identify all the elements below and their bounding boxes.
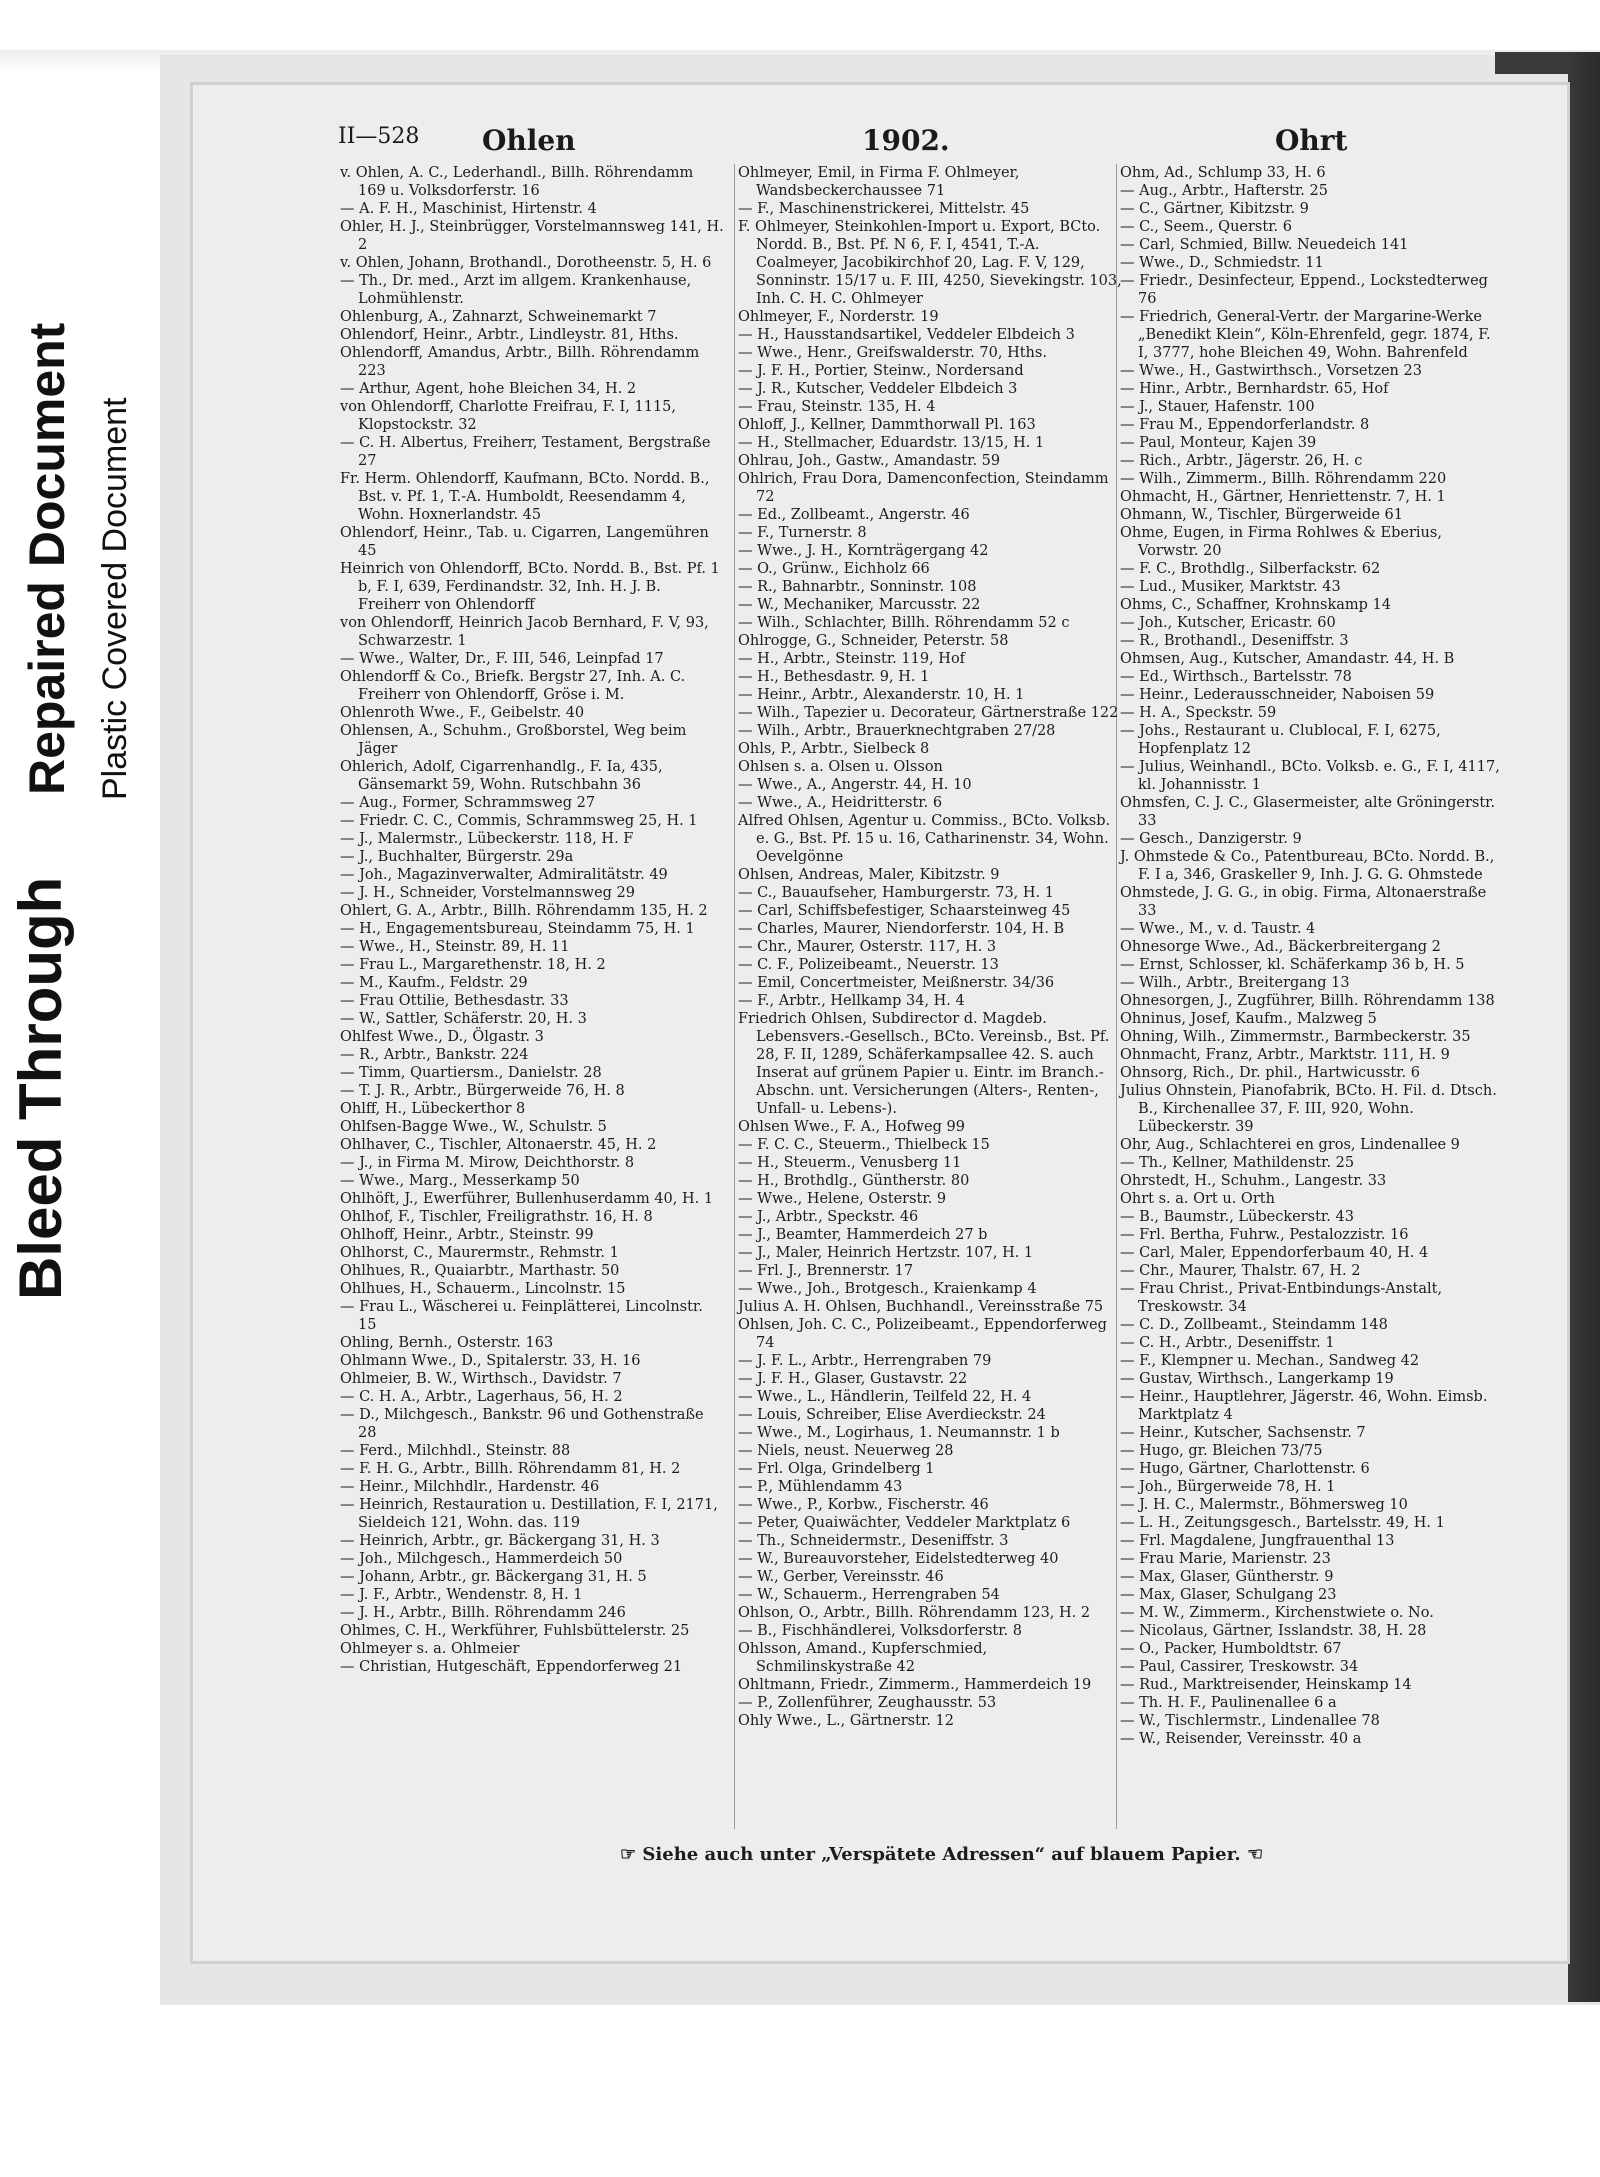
directory-entry: — Wwe., J. H., Kornträgergang 42 [738,543,989,559]
directory-entry: — Joh., Magazinverwalter, Admiralitätstr. 49 [340,867,668,883]
directory-entry: — Lud., Musiker, Marktstr. 43 [1120,579,1341,595]
directory-entry: Ohlsen, Joh. C. C., Polizeibeamt., Eppendorferweg 74 [738,1317,1107,1351]
directory-entry: Ohlmeyer, F., Norderstr. 19 [738,309,939,325]
directory-entry: — F. H. G., Arbtr., Billh. Röhrendamm 81, H. 2 [340,1461,681,1477]
directory-entry: — H. A., Speckstr. 59 [1120,705,1277,721]
directory-entry: — Frl. Bertha, Fuhrw., Pestalozzistr. 16 [1120,1227,1409,1243]
directory-entry: — Wilh., Arbtr., Breitergang 13 [1120,975,1350,991]
directory-entry: Ohnsorg, Rich., Dr. phil., Hartwicusstr. 6 [1120,1065,1420,1081]
directory-entry: — P., Mühlendamm 43 [738,1479,903,1495]
directory-entry: — Timm, Quartiersm., Danielstr. 28 [340,1065,602,1081]
directory-entry: Ohlenroth Wwe., F., Geibelstr. 40 [340,705,585,721]
directory-entry: — J. F. L., Arbtr., Herrengraben 79 [738,1353,992,1369]
directory-entry: Ohlmeyer, Emil, in Firma F. Ohlmeyer, Wandsbeckerchaussee 71 [738,165,1020,199]
directory-entry: Fr. Herm. Ohlendorff, Kaufmann, BCto. Nordd. B., Bst. v. Pf. 1, T.-A. Humboldt, Reesendamm 4, Wohn. Hoxnerlandstr. 45 [340,471,710,523]
directory-entry: — J., Buchhalter, Bürgerstr. 29a [340,849,574,865]
directory-entry: — Frau Christ., Privat-Entbindungs-Anstalt, Treskowstr. 34 [1120,1281,1443,1315]
directory-entry: — Wilh., Arbtr., Brauerknechtgraben 27/28 [738,723,1056,739]
directory-entry: — Heinr., Hauptlehrer, Jägerstr. 46, Wohn. Eimsb. Marktplatz 4 [1120,1389,1488,1423]
directory-entry: — P., Zollenführer, Zeughausstr. 53 [738,1695,997,1711]
directory-entry: — W., Schauerm., Herrengraben 54 [738,1587,1000,1603]
directory-entry: Ohlendorff & Co., Briefk. Bergstr 27, Inh. A. C. Freiherr von Ohlendorff, Gröse i. M. [340,669,686,703]
directory-entry: — Aug., Former, Schrammsweg 27 [340,795,596,811]
directory-entry: — Max, Glaser, Schulgang 23 [1120,1587,1337,1603]
directory-entry: — Gesch., Danzigerstr. 9 [1120,831,1302,847]
directory-entry: — J. H. C., Malermstr., Böhmersweg 10 [1120,1497,1408,1513]
directory-entry: Ohlff, H., Lübeckerthor 8 [340,1101,526,1117]
directory-entry: Ohlhoff, Heinr., Arbtr., Steinstr. 99 [340,1227,594,1243]
directory-entry: Ohltmann, Friedr., Zimmerm., Hammerdeich 19 [738,1677,1092,1693]
directory-entry: Ohlrogge, G., Schneider, Peterstr. 58 [738,633,1009,649]
directory-entry: Ohmsen, Aug., Kutscher, Amandastr. 44, H. B [1120,651,1455,667]
directory-entry: — Heinrich, Arbtr., gr. Bäckergang 31, H. 3 [340,1533,660,1549]
directory-entry: — C., Bauaufseher, Hamburgerstr. 73, H. 1 [738,885,1054,901]
directory-entry: — Heinrich, Restauration u. Destillation, F. I, 2171, Sieldeich 121, Wohn. das. 119 [340,1497,718,1531]
directory-entry: — O., Grünw., Eichholz 66 [738,561,930,577]
directory-entry: Ohlsson, Amand., Kupferschmied, Schmilinskystraße 42 [738,1641,988,1675]
directory-entry: — Friedr. C. C., Commis, Schrammsweg 25, H. 1 [340,813,698,829]
directory-entry: — Carl, Maler, Eppendorferbaum 40, H. 4 [1120,1245,1429,1261]
directory-entry: — W., Bureauvorsteher, Eidelstedterweg 40 [738,1551,1059,1567]
directory-entry: Ohly Wwe., L., Gärtnerstr. 12 [738,1713,954,1729]
directory-entry: Ohr, Aug., Schlachterei en gros, Lindenallee 9 [1120,1137,1460,1153]
directory-entry: — Heinr., Lederausschneider, Naboisen 59 [1120,687,1435,703]
directory-entry: — Th., Schneidermstr., Deseniffstr. 3 [738,1533,1009,1549]
directory-entry: — Ernst, Schlosser, kl. Schäferkamp 36 b, H. 5 [1120,957,1465,973]
directory-entry: — J., in Firma M. Mirow, Deichthorstr. 8 [340,1155,635,1171]
page-header [190,124,1570,164]
directory-entry: — J., Beamter, Hammerdeich 27 b [738,1227,988,1243]
directory-entry: — O., Packer, Humboldtstr. 67 [1120,1641,1342,1657]
directory-entry: Ohlerich, Adolf, Cigarrenhandlg., F. Ia, 435, Gänsemarkt 59, Wohn. Rutschbahn 36 [340,759,663,793]
directory-entry: — Johs., Restaurant u. Clublocal, F. I, 6275, Hopfenplatz 12 [1120,723,1441,757]
document-page [190,82,1570,1964]
directory-entry: — Th. H. F., Paulinenallee 6 a [1120,1695,1337,1711]
directory-column-2 [738,164,1123,1730]
directory-entry: Ohlhues, R., Quaiarbtr., Marthastr. 50 [340,1263,620,1279]
directory-entry: Ohlsen Wwe., F. A., Hofweg 99 [738,1119,965,1135]
directory-entry: Ohling, Bernh., Osterstr. 163 [340,1335,554,1351]
directory-entry: Ohlfsen-Bagge Wwe., W., Schulstr. 5 [340,1119,607,1135]
directory-entry: Ohning, Wilh., Zimmermstr., Barmbeckerstr. 35 [1120,1029,1471,1045]
directory-entry: — Th., Kellner, Mathildenstr. 25 [1120,1155,1355,1171]
page-number: II—528 [338,124,420,149]
directory-entry: v. Ohlen, Johann, Brothandl., Dorotheenstr. 5, H. 6 [340,255,712,271]
directory-entry: — J., Maler, Heinrich Hertzstr. 107, H. 1 [738,1245,1034,1261]
directory-entry: — Paul, Cassirer, Treskowstr. 34 [1120,1659,1359,1675]
directory-entry: — H., Brothdlg., Güntherstr. 80 [738,1173,970,1189]
directory-entry: — Wwe., H., Steinstr. 89, H. 11 [340,939,570,955]
directory-entry: Ohmstede, J. G. G., in obig. Firma, Altonaerstraße 33 [1120,885,1487,919]
directory-entry: — F., Klempner u. Mechan., Sandweg 42 [1120,1353,1420,1369]
directory-entry: — Joh., Kutscher, Ericastr. 60 [1120,615,1336,631]
directory-entry: — Friedrich, General-Vertr. der Margarine-Werke „Benedikt Klein“, Köln-Ehrenfeld, gegr. 1874, F. I, 3777, hohe Bleichen 49, Wohn. Bahrenfeld [1120,309,1491,361]
directory-entry: Ohlendorf, Heinr., Arbtr., Lindleystr. 81, Hths. [340,327,679,343]
directory-entry: Ohninus, Josef, Kaufm., Malzweg 5 [1120,1011,1377,1027]
directory-entry: — Friedr., Desinfecteur, Eppend., Lockstedterweg 76 [1120,273,1488,307]
directory-entry: Ohnmacht, Franz, Arbtr., Marktstr. 111, H. 9 [1120,1047,1450,1063]
directory-entry: — B., Fischhändlerei, Volksdorferstr. 8 [738,1623,1022,1639]
directory-entry: Ohloff, J., Kellner, Dammthorwall Pl. 163 [738,417,1036,433]
directory-entry: — Nicolaus, Gärtner, Isslandstr. 38, H. 28 [1120,1623,1427,1639]
directory-entry: — W., Mechaniker, Marcusstr. 22 [738,597,981,613]
directory-entry: Ohlfest Wwe., D., Ölgastr. 3 [340,1029,544,1045]
directory-entry: — Heinr., Milchhdlr., Hardenstr. 46 [340,1479,600,1495]
directory-entry: — Wwe., H., Gastwirthsch., Vorsetzen 23 [1120,363,1422,379]
directory-entry: Ohls, P., Arbtr., Sielbeck 8 [738,741,930,757]
directory-entry: Ohlendorff, Amandus, Arbtr., Billh. Röhrendamm 223 [340,345,700,379]
directory-entry: — J. F. H., Glaser, Gustavstr. 22 [738,1371,968,1387]
directory-entry: Ohrstedt, H., Schuhm., Langestr. 33 [1120,1173,1387,1189]
directory-entry: — Wwe., Joh., Brotgesch., Kraienkamp 4 [738,1281,1037,1297]
directory-entry: Ohlrau, Joh., Gastw., Amandastr. 59 [738,453,1001,469]
directory-entry: Ohlhof, F., Tischler, Freiligrathstr. 16, H. 8 [340,1209,653,1225]
directory-entry: — Wwe., Walter, Dr., F. III, 546, Leinpfad 17 [340,651,664,667]
directory-entry: Ohrt s. a. Ort u. Orth [1120,1191,1275,1207]
header-left-keyword: Ohlen [482,124,576,157]
directory-entry: — Wwe., M., v. d. Taustr. 4 [1120,921,1316,937]
directory-entry: — Gustav, Wirthsch., Langerkamp 19 [1120,1371,1394,1387]
directory-entry: — Max, Glaser, Güntherstr. 9 [1120,1569,1334,1585]
directory-entry: — Frau L., Margarethenstr. 18, H. 2 [340,957,606,973]
directory-entry: F. Ohlmeyer, Steinkohlen-Import u. Export, BCto. Nordd. B., Bst. Pf. N 6, F. I, 4541, T.-A. Coalmeyer, Jacobikirchhof 20, Lag. F. V, 129, Sonninstr. 15/17 u. F. III, 4250, Sievekingstr. 103, Inh. C. H. C. Ohlmeyer [738,219,1122,307]
directory-entry: — F., Arbtr., Hellkamp 34, H. 4 [738,993,965,1009]
directory-entry: — Joh., Bürgerweide 78, H. 1 [1120,1479,1336,1495]
directory-entry: Ohlmeyer s. a. Ohlmeier [340,1641,520,1657]
directory-entry: — H., Engagementsbureau, Steindamm 75, H. 1 [340,921,695,937]
directory-entry: — Chr., Maurer, Thalstr. 67, H. 2 [1120,1263,1361,1279]
directory-entry: — F. C., Brothdlg., Silberfackstr. 62 [1120,561,1381,577]
directory-entry: — Wwe., Henr., Greifswalderstr. 70, Hths. [738,345,1047,361]
directory-entry: — Carl, Schmied, Billw. Neuedeich 141 [1120,237,1409,253]
directory-entry: — H., Hausstandsartikel, Veddeler Elbdeich 3 [738,327,1075,343]
directory-entry: — J. F., Arbtr., Wendenstr. 8, H. 1 [340,1587,583,1603]
directory-entry: Ohnesorge Wwe., Ad., Bäckerbreitergang 2 [1120,939,1441,955]
directory-entry: Ohlendorf, Heinr., Tab. u. Cigarren, Langemühren 45 [340,525,709,559]
directory-entry: von Ohlendorff, Charlotte Freifrau, F. I, 1115, Klopstockstr. 32 [340,399,677,433]
directory-entry: — C., Gärtner, Kibitzstr. 9 [1120,201,1309,217]
directory-entry: Ohlmann Wwe., D., Spitalerstr. 33, H. 16 [340,1353,641,1369]
directory-entry: — Frau Marie, Marienstr. 23 [1120,1551,1331,1567]
directory-entry: J. Ohmstede & Co., Patentbureau, BCto. Nordd. B., F. I a, 346, Graskeller 9, Inh. J. G. G. Ohmstede [1120,849,1495,883]
directory-entry: — W., Gerber, Vereinsstr. 46 [738,1569,944,1585]
directory-entry: — Paul, Monteur, Kajen 39 [1120,435,1317,451]
directory-entry: v. Ohlen, A. C., Lederhandl., Billh. Röhrendamm 169 u. Volksdorferstr. 16 [340,165,694,199]
directory-entry: Friedrich Ohlsen, Subdirector d. Magdeb. Lebensvers.-Gesellsch., BCto. Vereinsb., Bst. Pf. 28, F. II, 1289, Schäferkampsallee 42. S. auch Inserat auf grünem Papier u. Eintr. im Branch.-Abschn. unt. Versicherungen (Alters-, Renten-, Unfall- u. Lebens-). [738,1011,1110,1117]
directory-entry: — Carl, Schiffsbefestiger, Schaarsteinweg 45 [738,903,1071,919]
bleed-through-label: Bleed Through [7,876,74,1300]
directory-entry: — Wwe., M., Logirhaus, 1. Neumannstr. 1 b [738,1425,1060,1441]
directory-entry: — Hugo, gr. Bleichen 73/75 [1120,1443,1323,1459]
directory-entry: — Wwe., A., Heidritterstr. 6 [738,795,943,811]
directory-entry: Ohlhaver, C., Tischler, Altonaerstr. 45, H. 2 [340,1137,657,1153]
directory-entry: — H., Steuerm., Venusberg 11 [738,1155,962,1171]
directory-entry: Ohlsen s. a. Olsen u. Olsson [738,759,943,775]
directory-entry: — Hinr., Arbtr., Bernhardstr. 65, Hof [1120,381,1389,397]
directory-entry: Heinrich von Ohlendorff, BCto. Nordd. B., Bst. Pf. 1 b, F. I, 639, Ferdinandstr. 32, Inh. H. J. B. Freiherr von Ohlendorff [340,561,720,613]
directory-entry: — Julius, Weinhandl., BCto. Volksb. e. G., F. I, 4117, kl. Johannisstr. 1 [1120,759,1500,793]
header-year: 1902. [862,124,950,157]
directory-entry: Ohlert, G. A., Arbtr., Billh. Röhrendamm 135, H. 2 [340,903,708,919]
directory-entry: — C., Seem., Querstr. 6 [1120,219,1292,235]
directory-entry: — M., Kaufm., Feldstr. 29 [340,975,528,991]
directory-entry: — Niels, neust. Neuerweg 28 [738,1443,954,1459]
directory-entry: — Emil, Concertmeister, Meißnerstr. 34/36 [738,975,1055,991]
directory-entry: — A. F. H., Maschinist, Hirtenstr. 4 [340,201,597,217]
directory-entry: Ohlensen, A., Schuhm., Großborstel, Weg beim Jäger [340,723,687,757]
directory-entry: — H., Stellmacher, Eduardstr. 13/15, H. 1 [738,435,1045,451]
directory-entry: — J. R., Kutscher, Veddeler Elbdeich 3 [738,381,1018,397]
plastic-covered-label: Plastic Covered Document [96,397,134,800]
footer-note: ☞ Siehe auch unter „Verspätete Adressen“ auf blauem Papier. ☜ [620,1844,1264,1865]
directory-entry: Ohlrich, Frau Dora, Damenconfection, Steindamm 72 [738,471,1109,505]
directory-entry: — Wilh., Tapezier u. Decorateur, Gärtnerstraße 122 [738,705,1119,721]
directory-entry: Ohmsfen, C. J. C., Glasermeister, alte Gröningerstr. 33 [1120,795,1496,829]
directory-entry: — Frau, Steinstr. 135, H. 4 [738,399,936,415]
directory-entry: — Th., Dr. med., Arzt im allgem. Krankenhause, Lohmühlenstr. [340,273,692,307]
directory-entry: — J. H., Schneider, Vorstelmannsweg 29 [340,885,635,901]
directory-entry: Julius Ohnstein, Pianofabrik, BCto. H. Fil. d. Dtsch. B., Kirchenallee 37, F. III, 920, Wohn. Lübeckerstr. 39 [1120,1083,1497,1135]
scan-dark-edge [1568,52,1600,2002]
directory-entry: — Frl. Olga, Grindelberg 1 [738,1461,935,1477]
directory-entry: Ohlenburg, A., Zahnarzt, Schweinemarkt 7 [340,309,657,325]
directory-entry: — W., Tischlermstr., Lindenallee 78 [1120,1713,1380,1729]
directory-entry: Ohme, Eugen, in Firma Rohlwes & Eberius, Vorwstr. 20 [1120,525,1442,559]
directory-entry: — D., Milchgesch., Bankstr. 96 und Gothenstraße 28 [340,1407,704,1441]
directory-entry: Ohlhöft, J., Ewerführer, Bullenhuserdamm 40, H. 1 [340,1191,714,1207]
directory-column-3 [1120,164,1505,1748]
directory-entry: — C. H. A., Arbtr., Lagerhaus, 56, H. 2 [340,1389,623,1405]
directory-entry: Ohlmes, C. H., Werkführer, Fuhlsbüttelerstr. 25 [340,1623,690,1639]
directory-entry: von Ohlendorff, Heinrich Jacob Bernhard, F. V, 93, Schwarzestr. 1 [340,615,709,649]
directory-entry: — C. D., Zollbeamt., Steindamm 148 [1120,1317,1388,1333]
directory-entry: — M. W., Zimmerm., Kirchenstwiete o. No. [1120,1605,1434,1621]
directory-entry: — J. H., Arbtr., Billh. Röhrendamm 246 [340,1605,626,1621]
directory-entry: — Wwe., P., Korbw., Fischerstr. 46 [738,1497,989,1513]
directory-entry: — T. J. R., Arbtr., Bürgerweide 76, H. 8 [340,1083,625,1099]
header-right-keyword: Ohrt [1275,124,1348,157]
directory-entry: — Charles, Maurer, Niendorferstr. 104, H. B [738,921,1065,937]
directory-entry: — W., Sattler, Schäferstr. 20, H. 3 [340,1011,587,1027]
directory-entry: — Johann, Arbtr., gr. Bäckergang 31, H. 5 [340,1569,647,1585]
directory-entry: — F. C. C., Steuerm., Thielbeck 15 [738,1137,990,1153]
directory-entry: — W., Reisender, Vereinsstr. 40 a [1120,1731,1362,1747]
directory-entry: — Louis, Schreiber, Elise Averdieckstr. 24 [738,1407,1046,1423]
directory-entry: — Frl. Magdalene, Jungfrauenthal 13 [1120,1533,1395,1549]
repaired-document-label: Repaired Document [19,322,75,795]
directory-entry: — Frau M., Eppendorferlandstr. 8 [1120,417,1370,433]
directory-entry: — Hugo, Gärtner, Charlottenstr. 6 [1120,1461,1370,1477]
directory-entry: — Aug., Arbtr., Hafterstr. 25 [1120,183,1328,199]
directory-entry: — C. H. Albertus, Freiherr, Testament, Bergstraße 27 [340,435,711,469]
directory-entry: — Frau L., Wäscherei u. Feinplätterei, Lincolnstr. 15 [340,1299,703,1333]
directory-entry: — J. F. H., Portier, Steinw., Nordersand [738,363,1024,379]
directory-entry: — Heinr., Kutscher, Sachsenstr. 7 [1120,1425,1366,1441]
directory-entry: Julius A. H. Ohlsen, Buchhandl., Vereinsstraße 75 [738,1299,1104,1315]
directory-entry: — Ed., Wirthsch., Bartelsstr. 78 [1120,669,1352,685]
directory-entry: — Wwe., Helene, Osterstr. 9 [738,1191,947,1207]
directory-entry: Ohlhorst, C., Maurermstr., Rehmstr. 1 [340,1245,619,1261]
directory-entry: Ohnesorgen, J., Zugführer, Billh. Röhrendamm 138 [1120,993,1495,1009]
directory-entry: — R., Brothandl., Deseniffstr. 3 [1120,633,1349,649]
directory-entry: Ohler, H. J., Steinbrügger, Vorstelmannsweg 141, H. 2 [340,219,724,253]
directory-entry: Ohlhues, H., Schauerm., Lincolnstr. 15 [340,1281,626,1297]
directory-entry: — Rud., Marktreisender, Heinskamp 14 [1120,1677,1412,1693]
directory-entry: — Wwe., L., Händlerin, Teilfeld 22, H. 4 [738,1389,1032,1405]
directory-entry: Ohmacht, H., Gärtner, Henriettenstr. 7, H. 1 [1120,489,1446,505]
directory-entry: — F., Turnerstr. 8 [738,525,867,541]
directory-entry: — Frl. J., Brennerstr. 17 [738,1263,914,1279]
directory-entry: — Wilh., Schlachter, Billh. Röhrendamm 52 c [738,615,1070,631]
directory-column-1 [340,164,725,1676]
directory-entry: — L. H., Zeitungsgesch., Bartelsstr. 49, H. 1 [1120,1515,1445,1531]
directory-entry: — J., Malermstr., Lübeckerstr. 118, H. F [340,831,634,847]
directory-entry: — Peter, Quaiwächter, Veddeler Marktplatz 6 [738,1515,1071,1531]
directory-entry: Ohlmeier, B. W., Wirthsch., Davidstr. 7 [340,1371,622,1387]
directory-entry: — R., Arbtr., Bankstr. 224 [340,1047,529,1063]
directory-entry: — Wwe., Marg., Messerkamp 50 [340,1173,580,1189]
directory-entry: — R., Bahnarbtr., Sonninstr. 108 [738,579,977,595]
directory-entry: — H., Arbtr., Steinstr. 119, Hof [738,651,966,667]
directory-entry: — Ferd., Milchhdl., Steinstr. 88 [340,1443,571,1459]
directory-entry: — Frau Ottilie, Bethesdastr. 33 [340,993,569,1009]
directory-entry: Ohms, C., Schaffner, Krohnskamp 14 [1120,597,1391,613]
directory-entry: — Ed., Zollbeamt., Angerstr. 46 [738,507,970,523]
directory-entry: — Christian, Hutgeschäft, Eppendorferweg 21 [340,1659,683,1675]
column-divider [734,164,735,1829]
directory-entry: — Rich., Arbtr., Jägerstr. 26, H. c [1120,453,1363,469]
directory-entry: — Arthur, Agent, hohe Bleichen 34, H. 2 [340,381,637,397]
directory-entry: — H., Bethesdastr. 9, H. 1 [738,669,930,685]
directory-entry: — C. H., Arbtr., Deseniffstr. 1 [1120,1335,1335,1351]
directory-entry: — Joh., Milchgesch., Hammerdeich 50 [340,1551,623,1567]
directory-entry: — J., Stauer, Hafenstr. 100 [1120,399,1315,415]
directory-entry: Ohlsen, Andreas, Maler, Kibitzstr. 9 [738,867,1000,883]
directory-entry: — F., Maschinenstrickerei, Mittelstr. 45 [738,201,1030,217]
directory-entry: Ohmann, W., Tischler, Bürgerweide 61 [1120,507,1403,523]
directory-entry: — J., Arbtr., Speckstr. 46 [738,1209,919,1225]
directory-entry: Ohm, Ad., Schlump 33, H. 6 [1120,165,1326,181]
directory-entry: — Wilh., Zimmerm., Billh. Röhrendamm 220 [1120,471,1447,487]
directory-entry: — Chr., Maurer, Osterstr. 117, H. 3 [738,939,997,955]
directory-entry: — Wwe., A., Angerstr. 44, H. 10 [738,777,972,793]
directory-entry: Ohlson, O., Arbtr., Billh. Röhrendamm 123, H. 2 [738,1605,1091,1621]
directory-entry: — Heinr., Arbtr., Alexanderstr. 10, H. 1 [738,687,1025,703]
directory-entry: — B., Baumstr., Lübeckerstr. 43 [1120,1209,1354,1225]
directory-entry: — C. F., Polizeibeamt., Neuerstr. 13 [738,957,999,973]
directory-entry: Alfred Ohlsen, Agentur u. Commiss., BCto. Volksb. e. G., Bst. Pf. 15 u. 16, Catharinenstr. 34, Wohn. Oevelgönne [738,813,1111,865]
directory-entry: — Wwe., D., Schmiedstr. 11 [1120,255,1324,271]
